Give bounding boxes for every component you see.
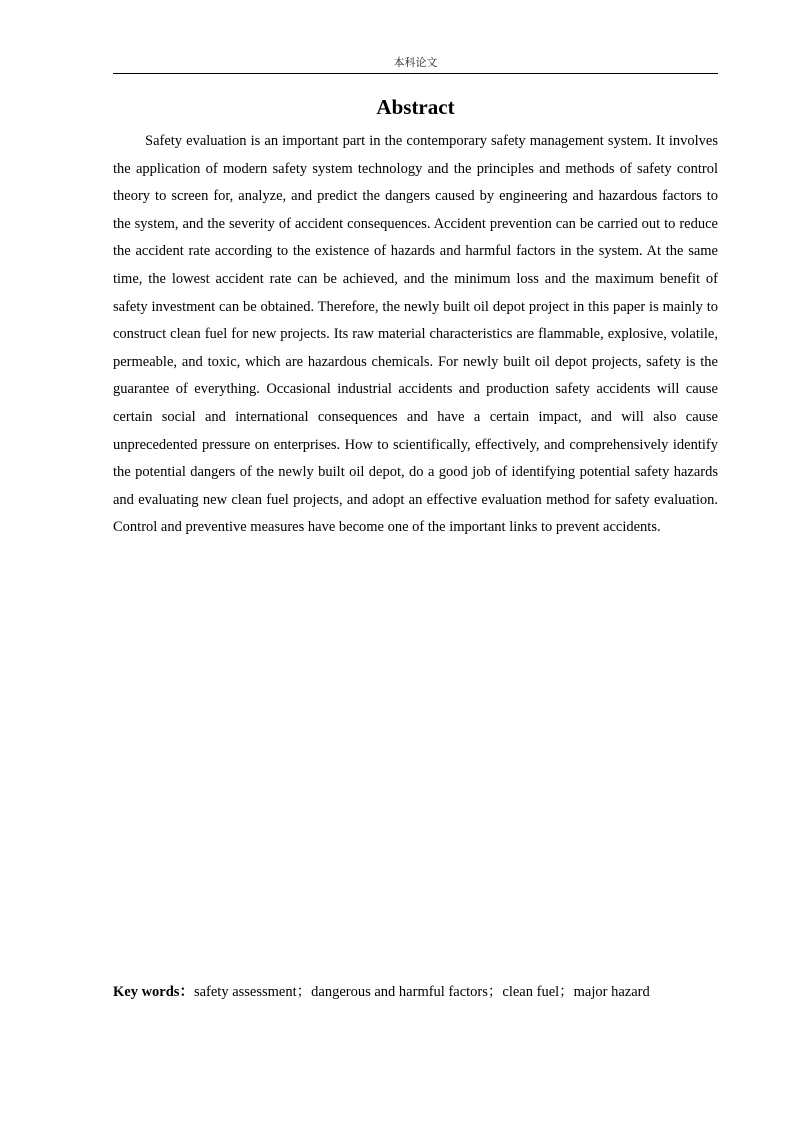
keywords-list: safety assessment；dangerous and harmful factors；clean fuel；major hazard [193, 984, 650, 1000]
abstract-body: Safety evaluation is an important part in the contemporary safety management system. It involves the application of modern safety system technology and the principles and methods of safety control theory to screen for, analyze, and predict the dangers caused by engineering and hazardous factors to the system, and the severity of accident consequences. Accident prevention can be carried out to reduce the accident rate according to the existence of hazards and harmful factors in the system. At the same time, the lowest accident rate can be achieved, and the minimum loss and the maximum benefit of safety investment can be obtained. Therefore, the newly built oil depot project in this paper is mainly to construct clean fuel for new projects. Its raw material characteristics are flammable, explosive, volatile, permeable, and toxic, which are hazardous chemicals. For newly built oil depot projects, safety is the guarantee of everything. Occasional industrial accidents and production safety accidents will cause certain social and international consequences and have a certain impact, and will also cause unprecedented pressure on enterprises. How to scientifically, effectively, and comprehensively identify the potential dangers of the newly built oil depot, do a good job of identifying potential safety hazards and evaluating new clean fuel projects, and adopt an effective evaluation method for safety evaluation. Control and preventive measures have become one of the important links to prevent accidents. [113, 133, 718, 536]
header-rule [113, 73, 718, 74]
keywords-label: Key words： [113, 984, 194, 1000]
running-header: 本科论文 [393, 56, 438, 69]
abstract-title: Abstract [376, 95, 455, 119]
keywords-line [113, 981, 733, 1003]
